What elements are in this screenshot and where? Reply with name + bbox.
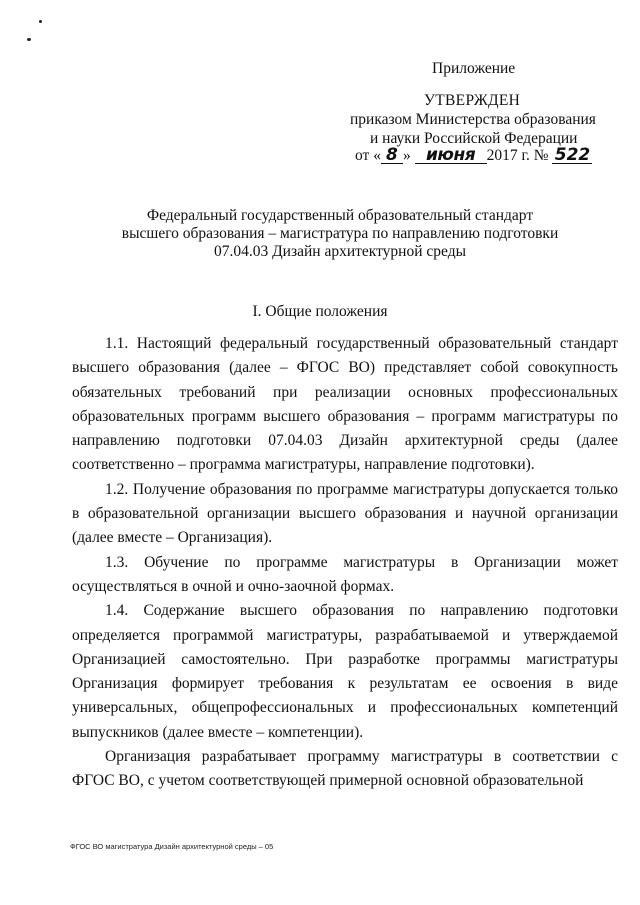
paragraph-continuation: Организация разрабатывает программу магистратуры в соответствии с ФГОС ВО, с учетом соответствующей примерной основной образовательной xyxy=(72,748,618,790)
order-date-line xyxy=(355,147,592,165)
standard-title xyxy=(40,207,640,261)
appendix-label: Приложение xyxy=(432,60,516,77)
section-heading: I. Общие положения xyxy=(252,303,388,320)
section-body xyxy=(72,332,618,794)
approved-label: УТВЕРЖДЕН xyxy=(424,92,521,109)
paragraph-1-2: 1.2. Получение образования по программе магистратуры допускается только в образовательной организации высшего образования и научной организации (далее вместе – Организация). xyxy=(72,480,618,547)
order-month: июня xyxy=(415,147,487,164)
order-day-close: » xyxy=(402,147,411,164)
paragraph-1-4: 1.4. Содержание высшего образования по направлению подготовки определяется программой магистратуры, разрабатываемой и утверждаемой Организацией самостоятельно. При разработке программы магистратуры Организация формирует требования к результатам ее освоения в виде универсальных, общепрофессиональных и профессиональных компетенций выпускников (далее вместе – компетенции). xyxy=(72,602,618,741)
scan-speck xyxy=(39,20,42,23)
standard-title-line: Федеральный государственный образовательный стандарт xyxy=(146,207,534,224)
order-day: 8 xyxy=(381,147,403,164)
standard-title-line: высшего образования – магистратура по направлению подготовки xyxy=(121,225,559,242)
order-prefix: от « xyxy=(355,147,381,164)
approval-line-federation: и науки Российской Федерации xyxy=(370,130,578,147)
order-number: 522 xyxy=(552,147,592,164)
standard-title-line: 07.04.03 Дизайн архитектурной среды xyxy=(213,243,466,260)
order-year: 2017 г. № xyxy=(486,147,549,164)
page-footer: ФГОС ВО магистратура Дизайн архитектурной среды – 05 xyxy=(70,842,274,851)
approval-line-ministry: приказом Министерства образования xyxy=(350,111,596,128)
paragraph-1-3: 1.3. Обучение по программе магистратуры в Организации может осуществляться в очной и очно-заочной формах. xyxy=(72,553,618,595)
scan-speck xyxy=(27,38,31,41)
paragraph-1-1: 1.1. Настоящий федеральный государственный образовательный стандарт высшего образования (далее – ФГОС ВО) представляет собой совокупность обязательных требований при реализации основных профессиональных образовательных программ высшего образования – программ магистратуры по направлению подготовки 07.04.03 Дизайн архитектурной среды (далее соответственно – программа магистратуры, направление подготовки). xyxy=(72,335,618,474)
